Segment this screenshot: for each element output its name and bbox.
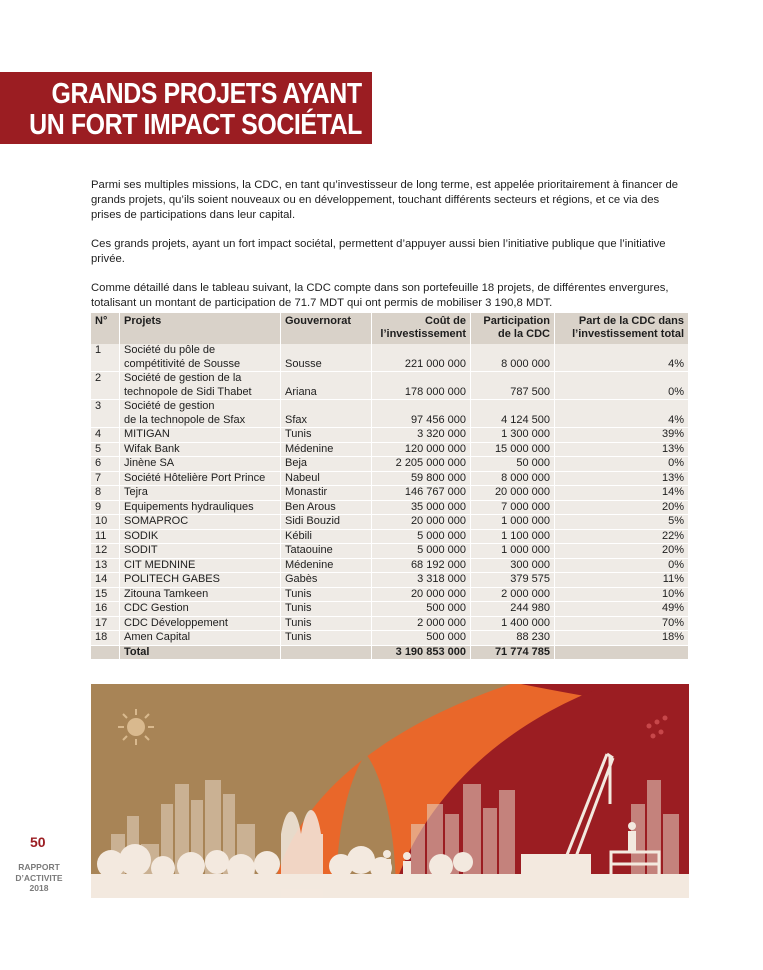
row-part: 15 000 000 xyxy=(471,442,555,457)
row-project-l2: compétitivité de Sousse xyxy=(124,357,241,370)
row-project: POLITECH GABES xyxy=(120,573,281,588)
total-part: 71 774 785 xyxy=(471,645,555,660)
title-band xyxy=(0,72,372,144)
row-share: 70% xyxy=(555,616,689,631)
row-project xyxy=(120,372,281,400)
row-cost: 500 000 xyxy=(372,602,471,617)
row-gov: Kébili xyxy=(281,529,372,544)
row-share: 4% xyxy=(555,344,689,372)
row-part: 1 300 000 xyxy=(471,428,555,443)
row-gov: Sidi Bouzid xyxy=(281,515,372,530)
row-share: 20% xyxy=(555,500,689,515)
row-project-l2: technopole de Sidi Thabet xyxy=(124,385,252,398)
row-cost: 97 456 000 xyxy=(372,400,471,428)
report-label-l3: 2018 xyxy=(29,883,49,893)
row-cost: 3 318 000 xyxy=(372,573,471,588)
row-part: 88 230 xyxy=(471,631,555,646)
row-gov: Tunis xyxy=(281,428,372,443)
row-num: 18 xyxy=(91,631,120,646)
total-cost: 3 190 853 000 xyxy=(372,645,471,660)
row-gov: Tataouine xyxy=(281,544,372,559)
table-row xyxy=(91,457,689,472)
row-num: 4 xyxy=(91,428,120,443)
row-cost: 5 000 000 xyxy=(372,544,471,559)
header-gov: Gouvernorat xyxy=(281,313,372,344)
row-part: 2 000 000 xyxy=(471,587,555,602)
row-part: 7 000 000 xyxy=(471,500,555,515)
row-project: Amen Capital xyxy=(120,631,281,646)
row-project xyxy=(120,344,281,372)
row-project: SODIK xyxy=(120,529,281,544)
row-part: 1 400 000 xyxy=(471,616,555,631)
intro-paragraph-2: Ces grands projets, ayant un fort impact sociétal, permettent d’appuyer aussi bien l’initiative publique que l’initiative privée. xyxy=(91,238,666,265)
row-cost: 221 000 000 xyxy=(372,344,471,372)
row-cost: 178 000 000 xyxy=(372,372,471,400)
row-project: CIT MEDNINE xyxy=(120,558,281,573)
table-row xyxy=(91,486,689,501)
row-gov: Tunis xyxy=(281,602,372,617)
page-title-line-2: UN FORT IMPACT SOCIÉTAL xyxy=(29,109,362,141)
header-project: Projets xyxy=(120,313,281,344)
row-num: 1 xyxy=(91,344,120,372)
row-gov: Monastir xyxy=(281,486,372,501)
row-cost: 20 000 000 xyxy=(372,587,471,602)
row-num: 12 xyxy=(91,544,120,559)
city-illustration xyxy=(91,684,689,898)
row-share: 4% xyxy=(555,400,689,428)
row-cost: 35 000 000 xyxy=(372,500,471,515)
table-row xyxy=(91,372,689,400)
row-gov: Ben Arous xyxy=(281,500,372,515)
report-label-l2: D’ACTIVITE xyxy=(15,872,63,883)
table-row xyxy=(91,558,689,573)
table-row xyxy=(91,602,689,617)
row-project-l1: Société du pôle de xyxy=(124,344,216,356)
row-cost: 5 000 000 xyxy=(372,529,471,544)
row-num: 10 xyxy=(91,515,120,530)
row-part: 8 000 000 xyxy=(471,344,555,372)
total-label: Total xyxy=(120,645,281,660)
header-part-l1: Participation xyxy=(483,315,550,327)
table-row xyxy=(91,529,689,544)
row-cost: 20 000 000 xyxy=(372,515,471,530)
header-num: N° xyxy=(91,313,120,344)
report-label-l1: RAPPORT xyxy=(18,862,60,872)
table-total-row xyxy=(91,645,689,660)
row-share: 0% xyxy=(555,372,689,400)
row-project xyxy=(120,400,281,428)
header-cost xyxy=(372,313,471,344)
page-title-line-1: GRANDS PROJETS AYANT xyxy=(51,78,362,110)
row-part: 1 100 000 xyxy=(471,529,555,544)
table-row xyxy=(91,616,689,631)
row-share: 13% xyxy=(555,442,689,457)
row-share: 22% xyxy=(555,529,689,544)
row-project: Equipements hydrauliques xyxy=(120,500,281,515)
table-row xyxy=(91,471,689,486)
row-part: 4 124 500 xyxy=(471,400,555,428)
row-cost: 59 800 000 xyxy=(372,471,471,486)
row-num: 8 xyxy=(91,486,120,501)
header-share-l1: Part de la CDC dans xyxy=(578,315,684,327)
row-cost: 120 000 000 xyxy=(372,442,471,457)
table-row xyxy=(91,344,689,372)
row-project: CDC Gestion xyxy=(120,602,281,617)
row-cost: 2 000 000 xyxy=(372,616,471,631)
row-part: 300 000 xyxy=(471,558,555,573)
row-share: 11% xyxy=(555,573,689,588)
row-part: 244 980 xyxy=(471,602,555,617)
row-part: 787 500 xyxy=(471,372,555,400)
row-num: 7 xyxy=(91,471,120,486)
row-gov: Gabès xyxy=(281,573,372,588)
header-share-l2: l’investissement total xyxy=(572,328,684,340)
row-gov: Tunis xyxy=(281,631,372,646)
row-gov: Nabeul xyxy=(281,471,372,486)
table-header-row xyxy=(91,313,689,344)
row-num: 17 xyxy=(91,616,120,631)
row-gov: Sousse xyxy=(281,344,372,372)
intro-paragraph-3: Comme détaillé dans le tableau suivant, la CDC compte dans son portefeuille 18 projets, de différentes envergures, totalisant un montant de participation de 71.7 MDT qui ont permis de mobiliser 3 190,8 MDT. xyxy=(91,282,669,309)
row-share: 13% xyxy=(555,471,689,486)
row-project: SOMAPROC xyxy=(120,515,281,530)
row-share: 39% xyxy=(555,428,689,443)
row-gov: Beja xyxy=(281,457,372,472)
row-num: 14 xyxy=(91,573,120,588)
table-row xyxy=(91,515,689,530)
sun-icon xyxy=(118,709,154,745)
row-share: 20% xyxy=(555,544,689,559)
intro-paragraph-1: Parmi ses multiples missions, la CDC, en tant qu’investisseur de long terme, est appelée prioritairement à financer de grands projets, qu’ils soient nouveaux ou en développement, touchant différents secteurs et régions, et ce via des prises de participations dans leur capital. xyxy=(91,179,679,221)
row-project: Wifak Bank xyxy=(120,442,281,457)
header-cost-l1: Coût de xyxy=(425,315,466,327)
header-part-l2: de la CDC xyxy=(498,328,550,340)
row-project: Tejra xyxy=(120,486,281,501)
row-num: 11 xyxy=(91,529,120,544)
header-cost-l2: l’investissement xyxy=(380,328,466,340)
row-share: 18% xyxy=(555,631,689,646)
row-project-l2: de la technopole de Sfax xyxy=(124,413,246,426)
total-empty-share xyxy=(555,645,689,660)
table-row xyxy=(91,587,689,602)
row-project: Jinène SA xyxy=(120,457,281,472)
row-gov: Médenine xyxy=(281,442,372,457)
row-cost: 2 205 000 000 xyxy=(372,457,471,472)
row-num: 13 xyxy=(91,558,120,573)
row-share: 14% xyxy=(555,486,689,501)
row-project-l1: Société de gestion xyxy=(124,400,215,412)
row-cost: 68 192 000 xyxy=(372,558,471,573)
table-row xyxy=(91,500,689,515)
row-cost: 500 000 xyxy=(372,631,471,646)
row-part: 8 000 000 xyxy=(471,471,555,486)
row-part: 20 000 000 xyxy=(471,486,555,501)
row-share: 10% xyxy=(555,587,689,602)
row-num: 6 xyxy=(91,457,120,472)
table-row xyxy=(91,442,689,457)
row-cost: 3 320 000 xyxy=(372,428,471,443)
row-num: 2 xyxy=(91,372,120,400)
row-share: 49% xyxy=(555,602,689,617)
row-project: Société Hôtelière Port Prince xyxy=(120,471,281,486)
row-gov: Ariana xyxy=(281,372,372,400)
table-row xyxy=(91,631,689,646)
row-part: 379 575 xyxy=(471,573,555,588)
row-part: 1 000 000 xyxy=(471,515,555,530)
projects-table xyxy=(91,313,689,660)
row-project: Zitouna Tamkeen xyxy=(120,587,281,602)
row-part: 1 000 000 xyxy=(471,544,555,559)
page-number: 50 xyxy=(30,834,46,850)
row-project: CDC Développement xyxy=(120,616,281,631)
row-part: 50 000 xyxy=(471,457,555,472)
header-part xyxy=(471,313,555,344)
row-num: 5 xyxy=(91,442,120,457)
table-row xyxy=(91,400,689,428)
total-empty-num xyxy=(91,645,120,660)
table-row xyxy=(91,573,689,588)
row-project: MITIGAN xyxy=(120,428,281,443)
row-gov: Tunis xyxy=(281,587,372,602)
row-gov: Médenine xyxy=(281,558,372,573)
row-gov: Sfax xyxy=(281,400,372,428)
row-cost: 146 767 000 xyxy=(372,486,471,501)
row-share: 0% xyxy=(555,558,689,573)
row-gov: Tunis xyxy=(281,616,372,631)
row-num: 16 xyxy=(91,602,120,617)
row-share: 5% xyxy=(555,515,689,530)
intro-text xyxy=(91,178,690,325)
row-num: 3 xyxy=(91,400,120,428)
row-num: 9 xyxy=(91,500,120,515)
table-row xyxy=(91,428,689,443)
header-share xyxy=(555,313,689,344)
total-empty-gov xyxy=(281,645,372,660)
row-num: 15 xyxy=(91,587,120,602)
row-share: 0% xyxy=(555,457,689,472)
table-row xyxy=(91,544,689,559)
report-label xyxy=(14,862,64,894)
row-project-l1: Société de gestion de la xyxy=(124,372,242,384)
row-project: SODIT xyxy=(120,544,281,559)
